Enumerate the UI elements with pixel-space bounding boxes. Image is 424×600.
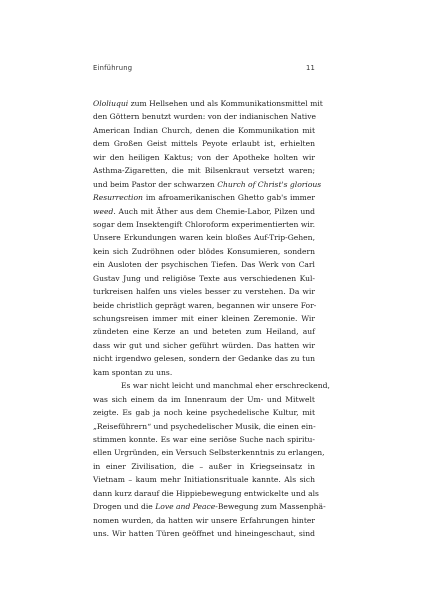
text-run: kam spontan zu uns. <box>93 367 173 377</box>
text-run: den Göttern benutzt wurden: von der indianischen Native <box>93 112 317 122</box>
text-run: sogar dem Insektengift Chloroform experimentierten wir. <box>93 219 315 229</box>
text-run: turkreisen halfen uns vieles besser zu verstehen. Da wir <box>93 287 315 297</box>
text-line <box>93 379 330 392</box>
text-line <box>93 231 315 244</box>
text-run: dem Großen Geist mittels Peyote erlaubt ist, erhielten <box>93 139 315 149</box>
text-line <box>93 245 315 258</box>
text-run: zeigte. Es gab ja noch keine psychedelische Kultur, mit <box>93 408 315 418</box>
text-run: . Auch mit Äther aus dem Chemie-Labor, Pilzen und <box>113 206 315 216</box>
text-line <box>93 420 315 433</box>
text-run: Es war nicht leicht und manchmal eher erschreckend, <box>121 381 330 391</box>
italic-run: Ololiuqui <box>93 99 129 108</box>
text-run: dass wir gut und sicher geführt würden. Das hatten wir <box>93 340 315 350</box>
text-line <box>93 258 315 271</box>
text-run: im afroamerikanischen Ghetto gab's immer <box>142 193 315 203</box>
text-line <box>93 473 315 486</box>
text-run: kein sich Zudröhnen oder blödes Konsumieren, sondern <box>93 246 315 256</box>
text-line <box>93 446 325 459</box>
text-line <box>93 124 315 137</box>
text-line <box>93 110 315 123</box>
text-line <box>93 299 315 312</box>
text-line <box>93 527 315 540</box>
text-line <box>93 487 319 500</box>
body-text <box>93 97 330 540</box>
text-line <box>93 205 315 218</box>
italic-run: Resurrection <box>93 193 143 203</box>
text-line <box>93 433 315 446</box>
text-run: dann kurz darauf die Hippiebewegung entwickelte und als <box>93 488 319 498</box>
text-line <box>93 312 315 325</box>
text-run: American Indian Church, denen die Kommunikation mit <box>93 125 315 135</box>
text-line <box>93 164 315 177</box>
text-run: was sich einem da im Innenraum der Um- und Mitwelt <box>93 394 315 404</box>
text-run: nomen wurden, da hatten wir unsere Erfahrungen hinter <box>93 515 315 525</box>
text-line <box>93 137 315 150</box>
page-number: 11 <box>305 64 315 72</box>
text-run: uns. Wir hatten Türen geöffnet und hineingeschaut, sind <box>93 529 315 538</box>
italic-run: Love and Peace <box>155 502 216 512</box>
running-head-title: Einführung <box>93 64 133 72</box>
text-run: wir den heiligen Kaktus; von der Apotheke holten wir <box>93 152 315 162</box>
text-run: Unsere Erkundungen waren kein bloßes Auf-Trip-Gehen, <box>93 233 315 243</box>
text-line <box>93 339 315 352</box>
text-run: in einer Zivilisation, die – außer in Kriegseinsatz in <box>93 461 315 471</box>
text-run: -Bewegung zum Massenphä- <box>215 502 326 512</box>
text-run: ein Ausloten der psychischen Tiefen. Das Werk von Carl <box>93 260 315 270</box>
text-run: stimmen konnte. Es war eine seriöse Suche nach spiritu- <box>93 434 315 444</box>
text-line <box>93 393 315 406</box>
text-line <box>93 325 315 338</box>
text-line <box>93 366 315 379</box>
text-run: Gustav Jung und religiöse Texte aus verschiedenen Kul- <box>93 273 315 283</box>
text-line <box>93 352 315 365</box>
text-line <box>93 500 326 513</box>
text-line <box>93 460 315 473</box>
text-run: und beim Pastor der schwarzen <box>93 179 218 189</box>
text-line <box>93 406 315 419</box>
text-line <box>93 272 315 285</box>
text-line <box>93 514 315 527</box>
text-run: beide christlich geprägt waren, begannen wir unsere For- <box>93 300 317 310</box>
text-line <box>93 218 315 231</box>
text-run: zum Hellsehen und als Kommunikationsmittel mit <box>128 99 323 108</box>
text-run: nicht irgendwo gelesen, sondern der Gedanke das zu tun <box>93 354 315 364</box>
italic-run: weed <box>93 206 114 216</box>
text-line <box>93 285 315 298</box>
text-run: zündeten eine Kerze an und beteten zum Heiland, auf <box>93 327 315 337</box>
text-run: ellen Urgründen, ein Versuch Selbsterkenntnis zu erlangen, <box>93 448 325 458</box>
text-run: Drogen und die <box>93 502 156 512</box>
italic-run: Church of Christ's glorious <box>217 179 322 189</box>
text-line <box>93 191 315 204</box>
text-run: schungsreisen immer mit einer kleinen Zeremonie. Wir <box>93 314 315 323</box>
text-line <box>93 151 315 164</box>
text-line <box>93 97 323 110</box>
text-run: Asthma-Zigaretten, die mit Bilsenkraut versetzt waren; <box>93 166 315 176</box>
text-run: „Reiseführern“ und psychedelischer Musik, die einen ein- <box>93 421 316 431</box>
text-line <box>93 178 322 191</box>
text-run: Vietnam – kaum mehr Initiationsrituale kannte. Als sich <box>93 475 315 485</box>
